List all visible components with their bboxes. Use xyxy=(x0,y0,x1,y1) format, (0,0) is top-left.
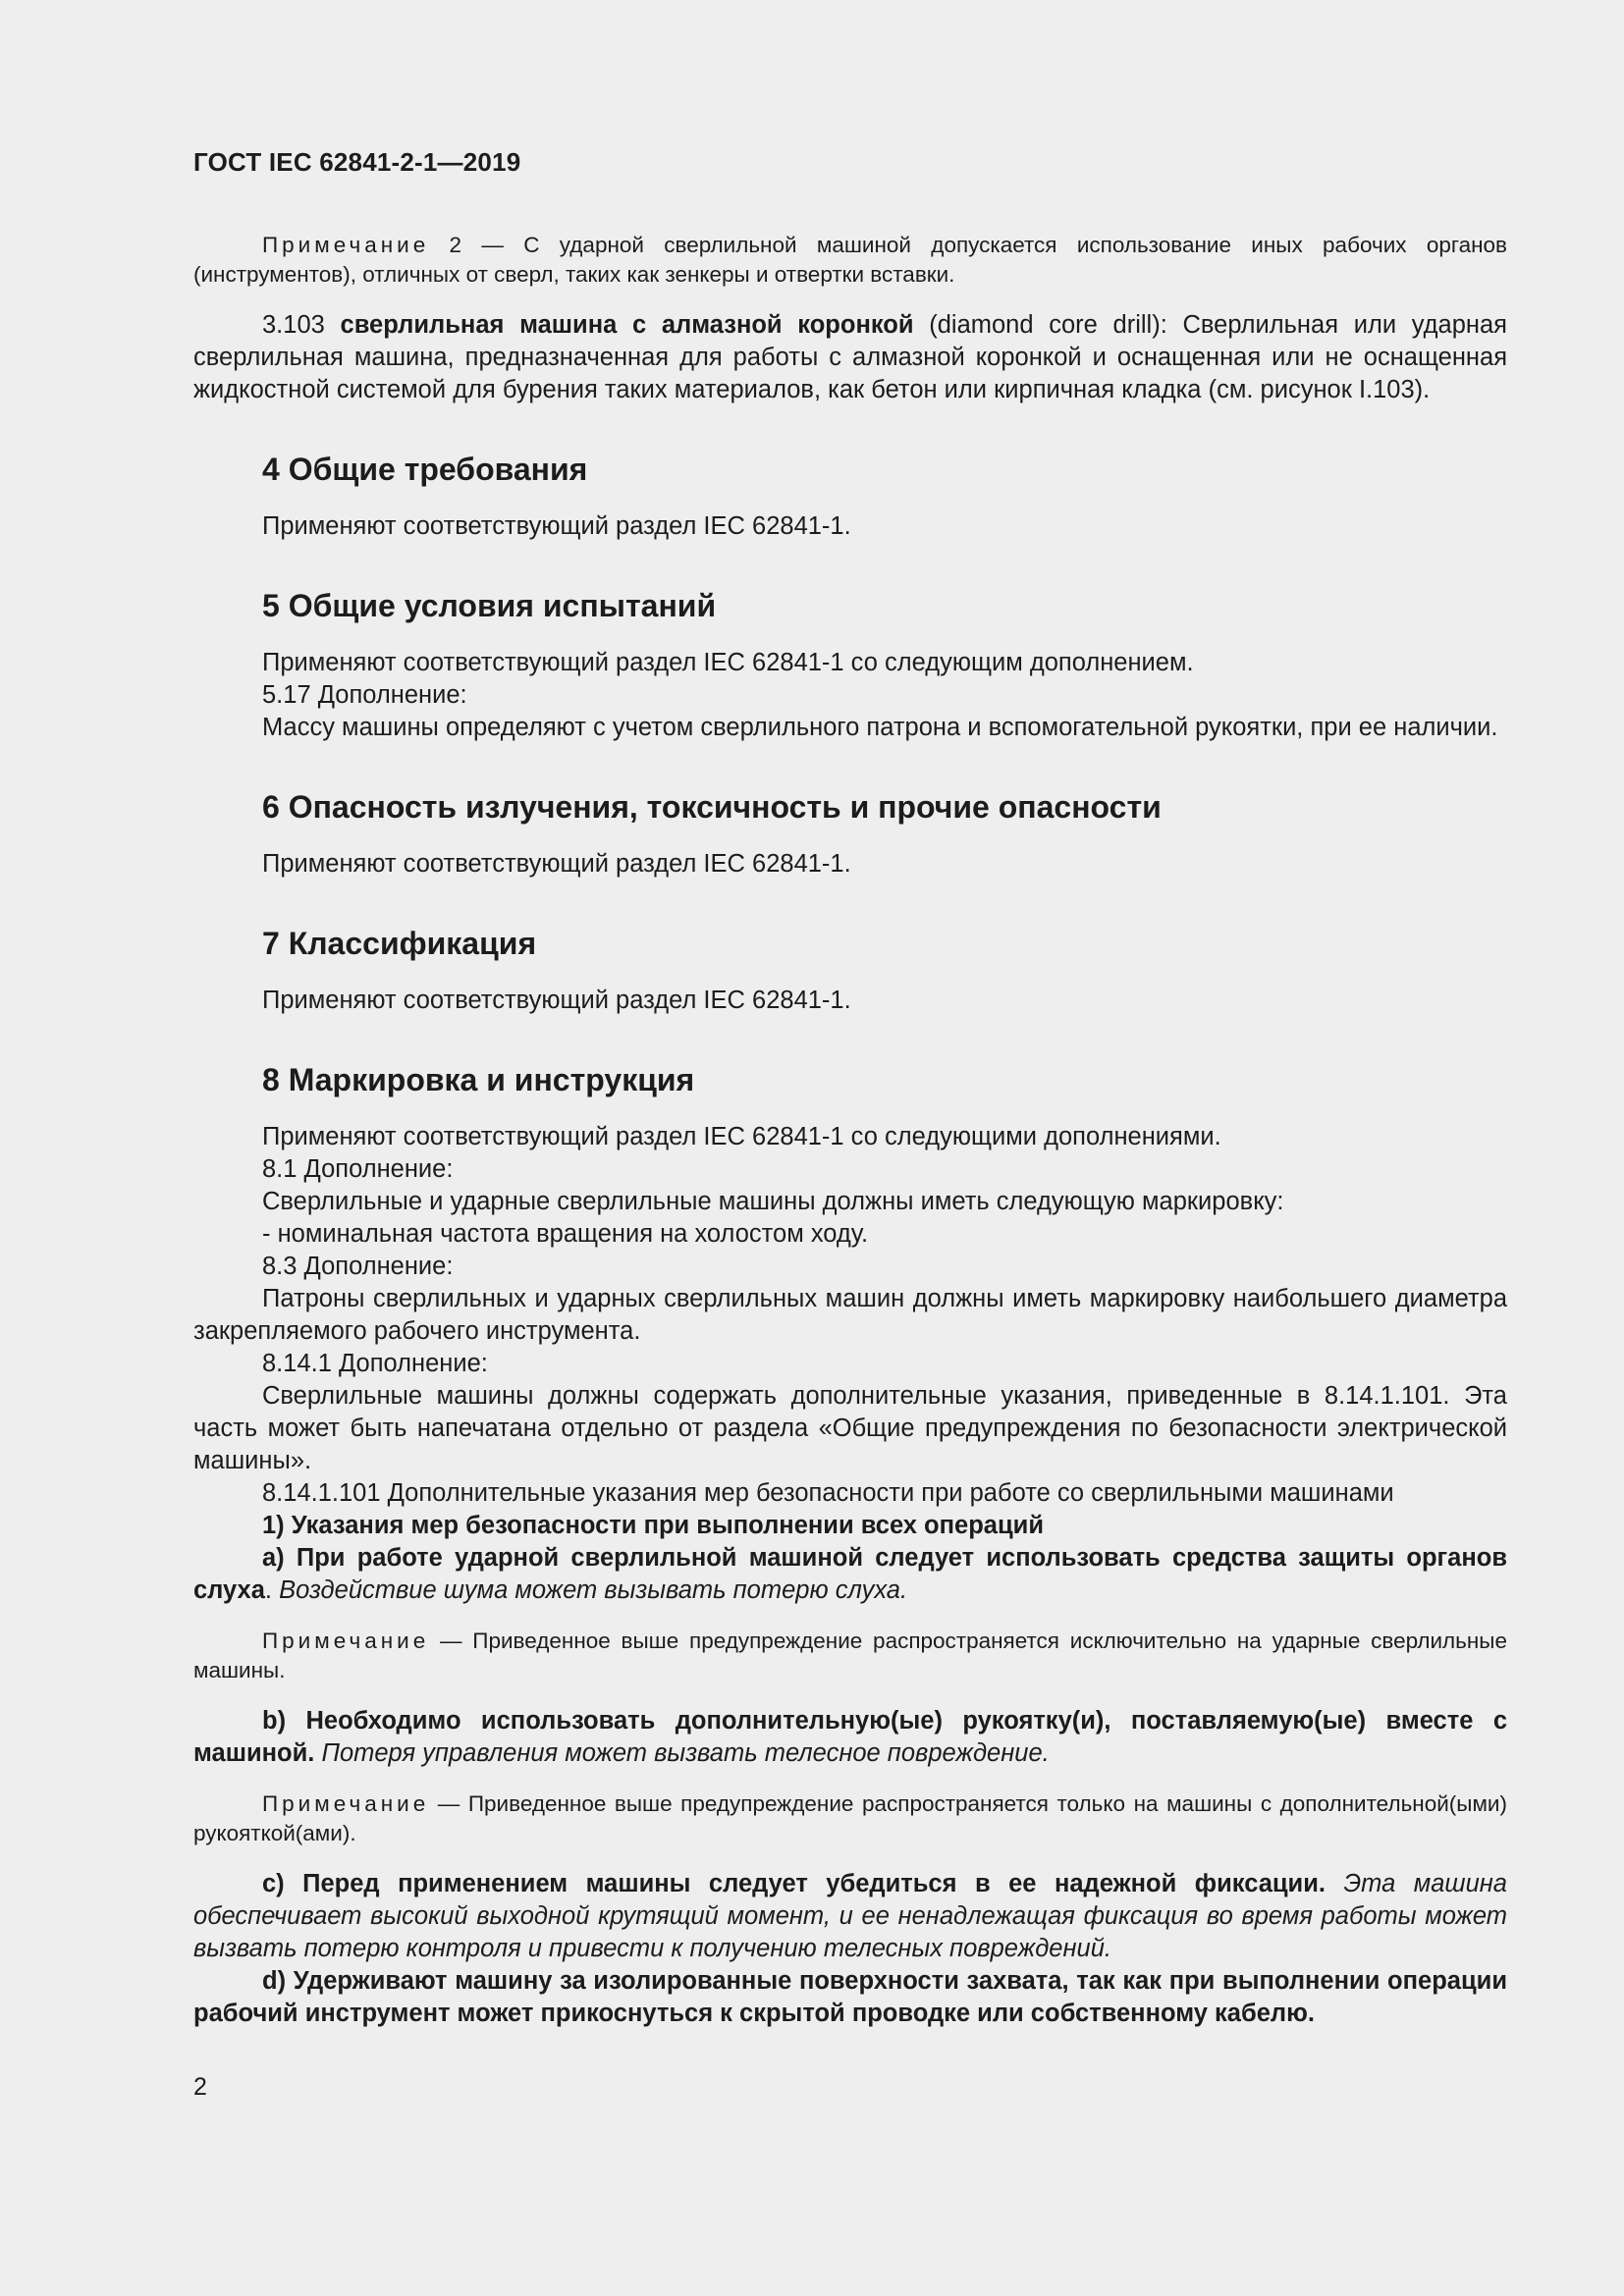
warning-b-italic: Потеря управления может вызвать телесное повреждение. xyxy=(314,1739,1050,1767)
section-6-title: 6 Опасность излучения, токсичность и прочие опасности xyxy=(262,789,1162,825)
note-text: 2 — С ударной сверлильной машиной допускается использование иных рабочих органов (инструментов), отличных от сверл, таких как зенкеры и отвертки вставки. xyxy=(193,233,1507,287)
section-8-title: 8 Маркировка и инструкция xyxy=(262,1062,695,1097)
warning-c xyxy=(193,1868,1507,1965)
note-b-text: — Приведенное выше предупреждение распространяется только на машины с дополнительной(ыми) рукояткой(ами). xyxy=(193,1791,1507,1845)
section-8-p4: - номинальная частота вращения на холостом ходу. xyxy=(262,1220,869,1248)
safety-heading: 1) Указания мер безопасности при выполнении всех операций xyxy=(262,1512,1045,1539)
warning-b xyxy=(193,1705,1507,1770)
section-5-title: 5 Общие условия испытаний xyxy=(262,588,717,623)
definition-3-103 xyxy=(193,309,1507,406)
warning-a-italic: Воздействие шума может вызывать потерю слуха. xyxy=(279,1576,908,1604)
section-6-text: Применяют соответствующий раздел IEC 62841-1. xyxy=(262,850,851,878)
page-number: 2 xyxy=(193,2073,207,2101)
note-a xyxy=(193,1627,1507,1685)
section-5-p1: Применяют соответствующий раздел IEC 62841-1 со следующим дополнением. xyxy=(262,649,1194,676)
section-8-p6: Патроны сверлильных и ударных сверлильных машин должны иметь маркировку наибольшего диаметра закрепляемого рабочего инструмента. xyxy=(193,1285,1507,1345)
warning-a-sep: . xyxy=(264,1576,280,1604)
warning-a xyxy=(193,1542,1507,1607)
note-label: Примечание xyxy=(262,233,430,257)
section-4-text: Применяют соответствующий раздел IEC 62841-1. xyxy=(262,512,851,540)
section-8-p7: 8.14.1 Дополнение: xyxy=(262,1350,488,1377)
warning-c-italic: Эта машина обеспечивает высокий выходной крутящий момент, и ее ненадлежащая фиксация во время работы может вызвать потерю контроля и привести к получению телесных повреждений. xyxy=(193,1870,1507,1962)
warning-c-bold: с) Перед применением машины следует убедиться в ее надежной фиксации. xyxy=(262,1870,1326,1897)
document-page xyxy=(193,147,1507,2030)
section-8-p1: Применяют соответствующий раздел IEC 62841-1 со следующими дополнениями. xyxy=(262,1123,1221,1150)
section-7-title: 7 Классификация xyxy=(262,926,537,961)
note-a-text: — Приведенное выше предупреждение распространяется исключительно на ударные сверлильные машины. xyxy=(193,1629,1507,1682)
note-b-label: Примечание xyxy=(262,1791,430,1816)
section-8-p8: Сверлильные машины должны содержать дополнительные указания, приведенные в 8.14.1.101. Эта часть может быть напечатана отдельно от раздела «Общие предупреждения по безопасности электрической машины». xyxy=(193,1382,1507,1474)
section-8-p9: 8.14.1.101 Дополнительные указания мер безопасности при работе со сверлильными машинами xyxy=(262,1479,1394,1507)
section-7-text: Применяют соответствующий раздел IEC 62841-1. xyxy=(262,987,851,1014)
section-8-p3: Сверлильные и ударные сверлильные машины должны иметь следующую маркировку: xyxy=(262,1188,1284,1215)
note-2 xyxy=(193,231,1507,290)
note-b xyxy=(193,1789,1507,1848)
warning-d-bold: d) Удерживают машину за изолированные поверхности захвата, так как при выполнении операции рабочий инструмент может прикоснуться к скрытой проводке или собственному кабелю. xyxy=(193,1967,1507,2027)
warning-a-bold: а) При работе ударной сверлильной машиной следует использовать средства защиты органов слуха xyxy=(193,1544,1507,1604)
section-5-p2: 5.17 Дополнение: xyxy=(262,681,467,709)
note-a-label: Примечание xyxy=(262,1629,430,1653)
document-header: ГОСТ IEC 62841-2-1—2019 xyxy=(193,147,521,177)
section-4-title: 4 Общие требования xyxy=(262,452,588,487)
definition-term: сверлильная машина с алмазной коронкой xyxy=(340,311,914,339)
warning-d xyxy=(193,1965,1507,2030)
definition-text: (diamond core drill): Сверлильная или ударная сверлильная машина, предназначенная для работы с алмазной коронкой и оснащенная или не оснащенная жидкостной системой для бурения таких материалов, как бетон или кирпичная кладка (см. рисунок I.103). xyxy=(193,311,1507,403)
section-5-p3: Массу машины определяют с учетом сверлильного патрона и вспомогательной рукоятки, при ее наличии. xyxy=(262,714,1498,741)
section-8-p10 xyxy=(193,1510,1507,1542)
section-8-p5: 8.3 Дополнение: xyxy=(262,1253,454,1280)
warning-b-bold: b) Необходимо использовать дополнительную(ые) рукоятку(и), поставляемую(ые) вместе с машиной. xyxy=(193,1707,1507,1767)
section-8-p2: 8.1 Дополнение: xyxy=(262,1155,454,1183)
definition-number: 3.103 xyxy=(262,311,341,339)
